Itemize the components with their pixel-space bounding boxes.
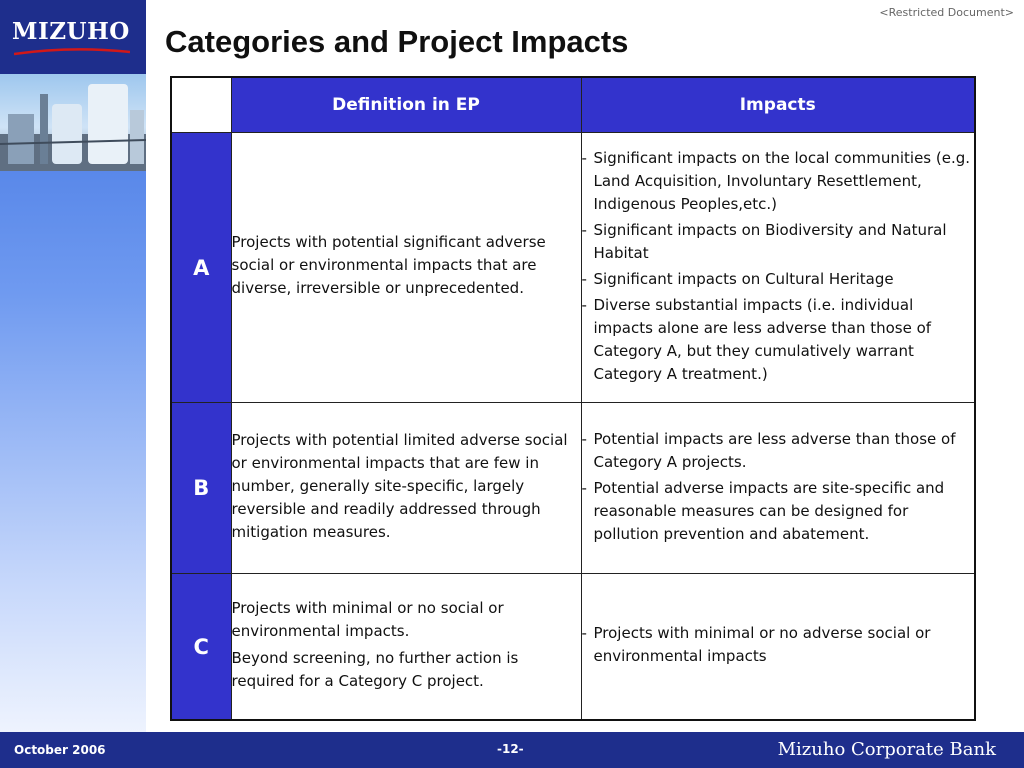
definition-text: Projects with potential limited adverse social or environmental impacts that are few in number, generally site-specific, largely reversible and readily addressed through mitigation measures. [231,430,568,541]
footer-date: October 2006 [14,743,106,757]
impact-item: - Significant impacts on the local communities (e.g. Land Acquisition, Involuntary Resettlement, Indigenous Peoples,etc.) [581,148,971,213]
table-row [171,574,975,720]
footer-bar [0,732,1024,768]
impact-item: - Significant impacts on Biodiversity and Natural Habitat [581,220,947,262]
category-cell: A [171,133,231,403]
table-row [171,133,975,403]
page-title: Categories and Project Impacts [165,24,629,59]
impact-item: - Potential impacts are less adverse than those of Category A projects. [581,429,956,471]
category-cell: B [171,403,231,574]
industrial-photo [0,74,146,171]
table-header-row [171,77,975,133]
definition-text: Projects with potential significant adverse social or environmental impacts that are diverse, irreversible or unprecedented. [231,233,546,298]
category-cell: C [171,574,231,720]
column-header-impacts: Impacts [581,77,975,133]
definition-cell [231,574,581,720]
refinery-illustration [0,74,146,171]
table-row [171,403,975,574]
impact-item: - Projects with minimal or no adverse social or environmental impacts [581,624,931,666]
logo-swoosh-icon [14,48,130,56]
table-corner-cell [171,77,231,133]
definition-cell [231,133,581,403]
definition-text: Beyond screening, no further action is required for a Category C project. [231,648,519,690]
column-header-definition: Definition in EP [231,77,581,133]
impact-item: - Significant impacts on Cultural Heritage [581,269,894,288]
impact-item: - Diverse substantial impacts (i.e. individual impacts alone are less adverse than those of Category A, but they cumulatively warrant Category A treatment.) [581,295,932,383]
logo [0,0,146,74]
sidebar-band [0,0,146,732]
document-classification: <Restricted Document> [879,6,1014,19]
page-number: -12- [497,742,524,756]
categories-table [170,76,976,721]
logo-text: MIZUHO [12,18,130,45]
footer-bank-name: Mizuho Corporate Bank [777,739,996,760]
impact-item: - Potential adverse impacts are site-specific and reasonable measures can be designed for pollution prevention and abatement. [581,478,945,543]
impacts-cell [581,574,975,720]
definition-cell [231,403,581,574]
definition-text: Projects with minimal or no social or environmental impacts. [231,598,504,640]
impacts-cell [581,133,975,403]
impacts-cell [581,403,975,574]
